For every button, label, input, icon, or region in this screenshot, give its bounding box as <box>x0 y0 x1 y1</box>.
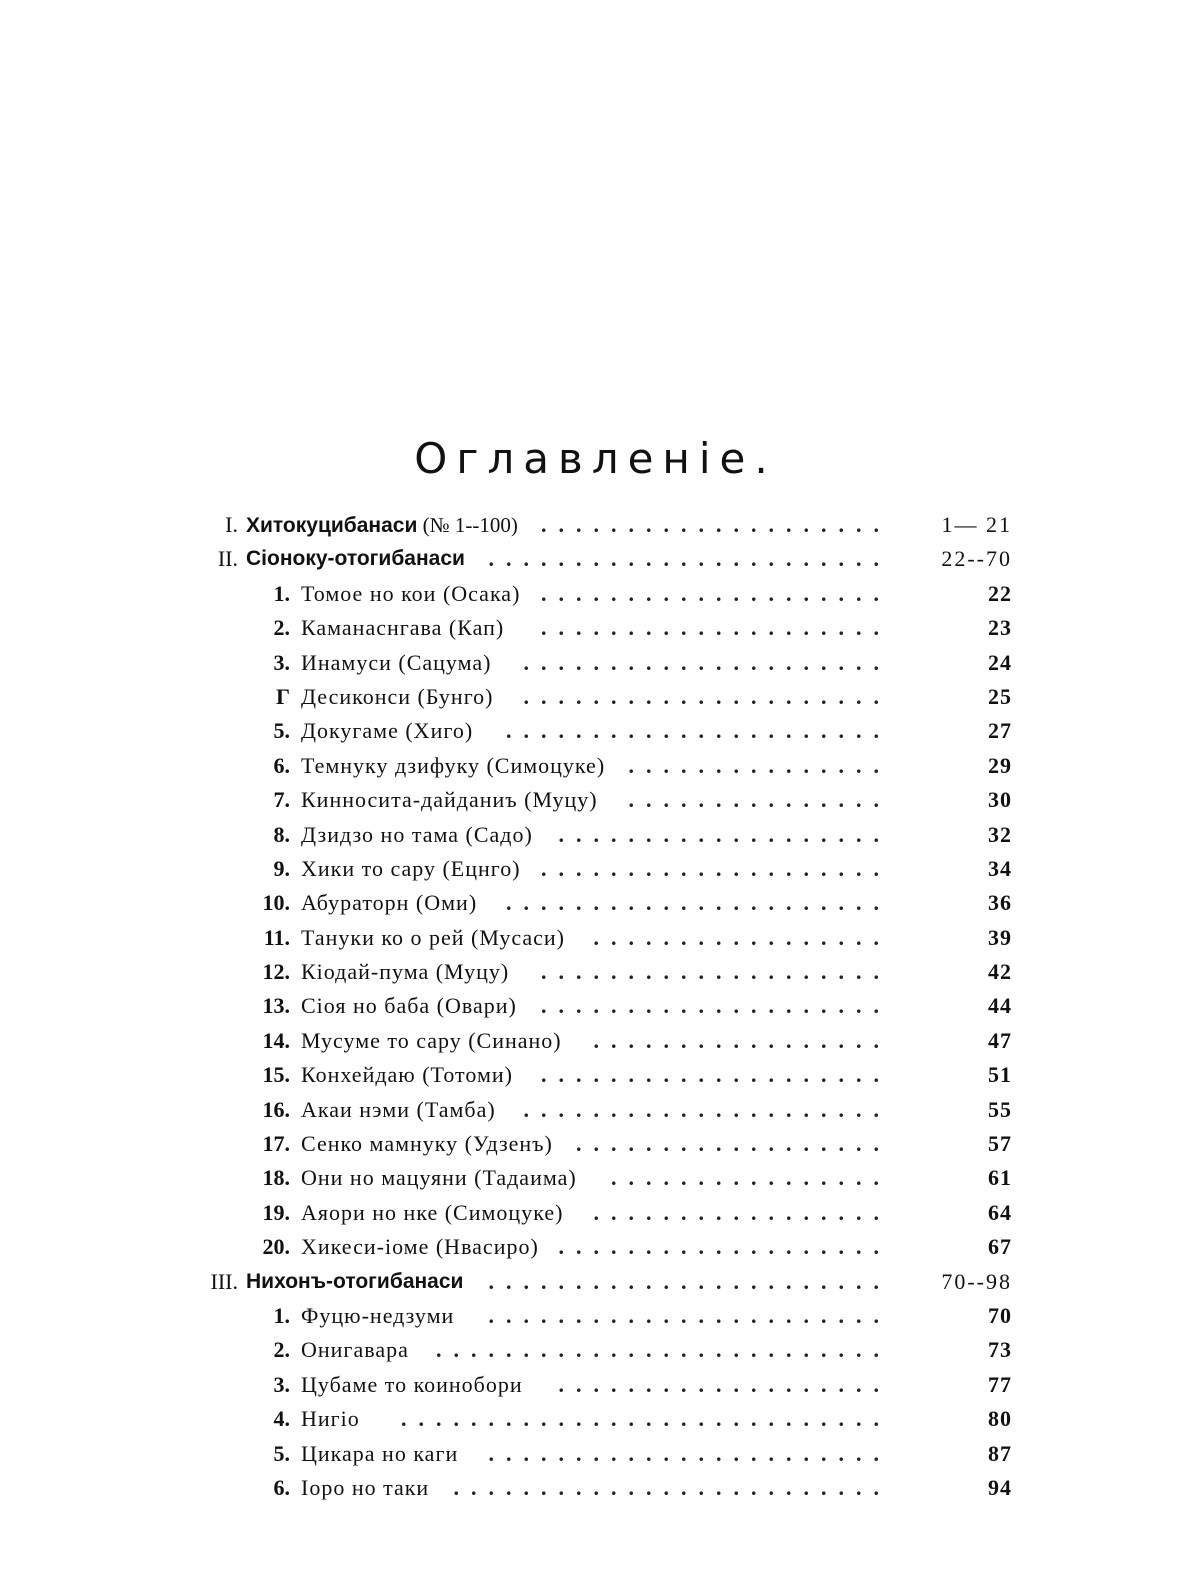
dot-leader: ................. <box>593 1199 891 1225</box>
toc-item-row <box>196 714 1026 748</box>
toc-item-row <box>196 989 1026 1023</box>
item-page-number: 30 <box>988 787 1012 813</box>
part-number: III. <box>210 1268 238 1294</box>
page-title: Оглавленie. <box>414 434 777 483</box>
item-title: Хикеси-іоме (Нвасиро) <box>301 1234 539 1260</box>
item-number: 15. <box>262 1062 290 1088</box>
item-page-number: 73 <box>988 1337 1012 1363</box>
dot-leader: ................. <box>593 1027 891 1053</box>
item-title: Абураторн (Оми) <box>301 890 478 916</box>
part-title-text: Хитокуцибанаси <box>246 514 418 537</box>
item-title: Каманаснгава (Кап) <box>301 615 505 641</box>
toc-part-row <box>196 542 1026 576</box>
toc-item-row <box>196 886 1026 920</box>
item-title: Докугаме (Хиго) <box>301 718 474 744</box>
dot-leader: .................... <box>541 959 891 985</box>
toc-item-row <box>196 1471 1026 1505</box>
item-title: Хики то сару (Ецнго) <box>301 855 521 881</box>
item-title: Акаи нэми (Тамба) <box>301 1096 496 1122</box>
item-page-number: 51 <box>988 1062 1012 1088</box>
item-page-number: 67 <box>988 1234 1012 1260</box>
item-page-number: 87 <box>988 1440 1012 1466</box>
toc-item-row <box>196 852 1026 886</box>
dot-leader: ..................... <box>523 1096 891 1122</box>
item-page-number: 47 <box>988 1027 1012 1053</box>
toc-item-row <box>196 1368 1026 1402</box>
item-title: Темнуку дзифуку (Симоцуке) <box>301 752 606 778</box>
part-title <box>246 508 518 543</box>
item-number: 11. <box>263 924 290 950</box>
toc-item-row <box>196 818 1026 852</box>
item-number: 20. <box>262 1234 290 1260</box>
item-page-number: 22 <box>988 580 1012 606</box>
item-title: Тануки ко о рей (Мусаси) <box>301 924 566 950</box>
item-number: 13. <box>262 993 290 1019</box>
item-number: 14. <box>262 1027 290 1053</box>
item-number: 10. <box>262 890 290 916</box>
item-title: Десиконси (Бунго) <box>301 683 494 709</box>
item-number: 12. <box>262 959 290 985</box>
item-page-number: 61 <box>988 1165 1012 1191</box>
item-title: Сенко мамнуку (Удзенъ) <box>301 1131 553 1157</box>
item-number: 1. <box>273 1302 290 1328</box>
item-title: Сіоя но баба (Овари) <box>301 993 517 1019</box>
item-number: 2. <box>273 1337 290 1363</box>
part-page-range: 70--98 <box>941 1268 1012 1294</box>
part-page-range: 1— 21 <box>941 512 1012 537</box>
item-title: Кіодай-пума (Муцу) <box>301 959 510 985</box>
dot-leader: .................... <box>541 855 891 881</box>
toc-part-row <box>196 508 1026 542</box>
dot-leader: ......................... <box>453 1474 891 1500</box>
item-page-number: 27 <box>988 718 1012 744</box>
item-page-number: 25 <box>988 683 1012 709</box>
dot-leader: ..................... <box>523 649 891 675</box>
part-title <box>246 542 465 576</box>
item-number: 6. <box>273 752 290 778</box>
toc-item-row <box>196 577 1026 611</box>
item-page-number: 64 <box>988 1199 1012 1225</box>
dot-leader: ....................... <box>488 546 891 572</box>
item-title: Цикара но каги <box>301 1440 459 1466</box>
toc-item-row <box>196 1127 1026 1161</box>
item-page-number: 94 <box>988 1474 1012 1500</box>
item-title: Они но мацуяни (Тадаима) <box>301 1165 577 1191</box>
item-page-number: 24 <box>988 649 1012 675</box>
dot-leader: ................... <box>558 1371 891 1397</box>
toc-item-row <box>196 1093 1026 1127</box>
item-title: Нигіо <box>301 1406 360 1432</box>
item-number: 1. <box>273 580 290 606</box>
dot-leader: ................... <box>558 1234 891 1260</box>
dot-leader: ................. <box>593 924 891 950</box>
toc-item-row <box>196 955 1026 989</box>
toc-item-row <box>196 611 1026 645</box>
dot-leader: ...................... <box>506 890 891 916</box>
dot-leader: ................ <box>611 1165 891 1191</box>
item-number: 4. <box>273 1406 290 1432</box>
item-title: Инамуси (Сацума) <box>301 649 492 675</box>
item-number: 9. <box>273 855 290 881</box>
item-title: Кинносита-дайданиъ (Муцу) <box>301 787 598 813</box>
part-title-text: Сіоноку-отогибанаси <box>246 547 465 571</box>
item-page-number: 32 <box>988 821 1012 847</box>
part-number: II. <box>217 546 238 572</box>
toc-item-row <box>196 921 1026 955</box>
item-number: 7. <box>273 787 290 813</box>
item-number: 16. <box>262 1096 290 1122</box>
item-number: 5. <box>273 1440 290 1466</box>
toc-item-row <box>196 646 1026 680</box>
item-page-number: 34 <box>988 855 1012 881</box>
toc-item-row <box>196 1333 1026 1367</box>
item-number: 17. <box>262 1131 290 1157</box>
item-number: 18. <box>262 1165 290 1191</box>
item-number: 6. <box>273 1474 290 1500</box>
item-page-number: 29 <box>988 752 1012 778</box>
item-page-number: 70 <box>988 1302 1012 1328</box>
item-number: 3. <box>273 1371 290 1397</box>
dot-leader: .................... <box>541 512 891 537</box>
item-title: Мусуме то сару (Синано) <box>301 1027 562 1053</box>
dot-leader: ..................... <box>523 683 891 709</box>
item-title: Іоро но таки <box>301 1474 430 1500</box>
item-page-number: 39 <box>988 924 1012 950</box>
item-number: Г <box>276 683 290 709</box>
item-page-number: 36 <box>988 890 1012 916</box>
part-title <box>246 1265 463 1299</box>
toc-item-row <box>196 783 1026 817</box>
item-title: Аяори но нке (Симоцуке) <box>301 1199 564 1225</box>
dot-leader: ....................... <box>488 1302 891 1328</box>
dot-leader: ....................... <box>488 1268 891 1294</box>
dot-leader: ............... <box>628 787 891 813</box>
dot-leader: .................... <box>541 615 891 641</box>
item-title: Томое но кои (Осака) <box>301 580 521 606</box>
item-page-number: 55 <box>988 1096 1012 1122</box>
dot-leader: ............................ <box>401 1406 891 1432</box>
item-title: Онигавара <box>301 1337 409 1363</box>
toc-item-row <box>196 749 1026 783</box>
dot-leader: .................... <box>541 580 891 606</box>
item-number: 19. <box>262 1199 290 1225</box>
toc-item-row <box>196 1058 1026 1092</box>
dot-leader: ............... <box>628 752 891 778</box>
part-note: (№ 1--100) <box>417 513 518 537</box>
toc-item-row <box>196 1230 1026 1264</box>
item-number: 8. <box>273 821 290 847</box>
part-title-text: Нихонъ-отогибанаси <box>246 1269 464 1293</box>
table-of-contents <box>196 508 1026 1505</box>
toc-item-row <box>196 1024 1026 1058</box>
dot-leader: .................... <box>541 1062 891 1088</box>
toc-item-row <box>196 1437 1026 1471</box>
dot-leader: ....................... <box>488 1440 891 1466</box>
dot-leader: ...................... <box>506 718 891 744</box>
item-number: 5. <box>273 718 290 744</box>
part-page-range: 22--70 <box>941 546 1012 572</box>
toc-item-row <box>196 1299 1026 1333</box>
item-number: 3. <box>273 649 290 675</box>
part-number: I. <box>225 512 238 537</box>
toc-item-row <box>196 1196 1026 1230</box>
item-page-number: 77 <box>988 1371 1012 1397</box>
toc-item-row <box>196 1402 1026 1436</box>
item-title: Фуцю-недзуми <box>301 1302 455 1328</box>
dot-leader: ................... <box>558 821 891 847</box>
item-page-number: 57 <box>988 1131 1012 1157</box>
toc-item-row <box>196 1161 1026 1195</box>
item-page-number: 42 <box>988 959 1012 985</box>
item-title: Дзидзо но тама (Садо) <box>301 821 533 847</box>
item-title: Цубаме то коинобори <box>301 1371 523 1397</box>
item-page-number: 80 <box>988 1406 1012 1432</box>
dot-leader: .................. <box>576 1131 891 1157</box>
item-title: Конхейдаю (Тотоми) <box>301 1062 513 1088</box>
item-page-number: 23 <box>988 615 1012 641</box>
item-number: 2. <box>273 615 290 641</box>
dot-leader: .................... <box>541 993 891 1019</box>
dot-leader: .......................... <box>436 1337 891 1363</box>
toc-item-row <box>196 680 1026 714</box>
item-page-number: 44 <box>988 993 1012 1019</box>
toc-part-row <box>196 1265 1026 1299</box>
